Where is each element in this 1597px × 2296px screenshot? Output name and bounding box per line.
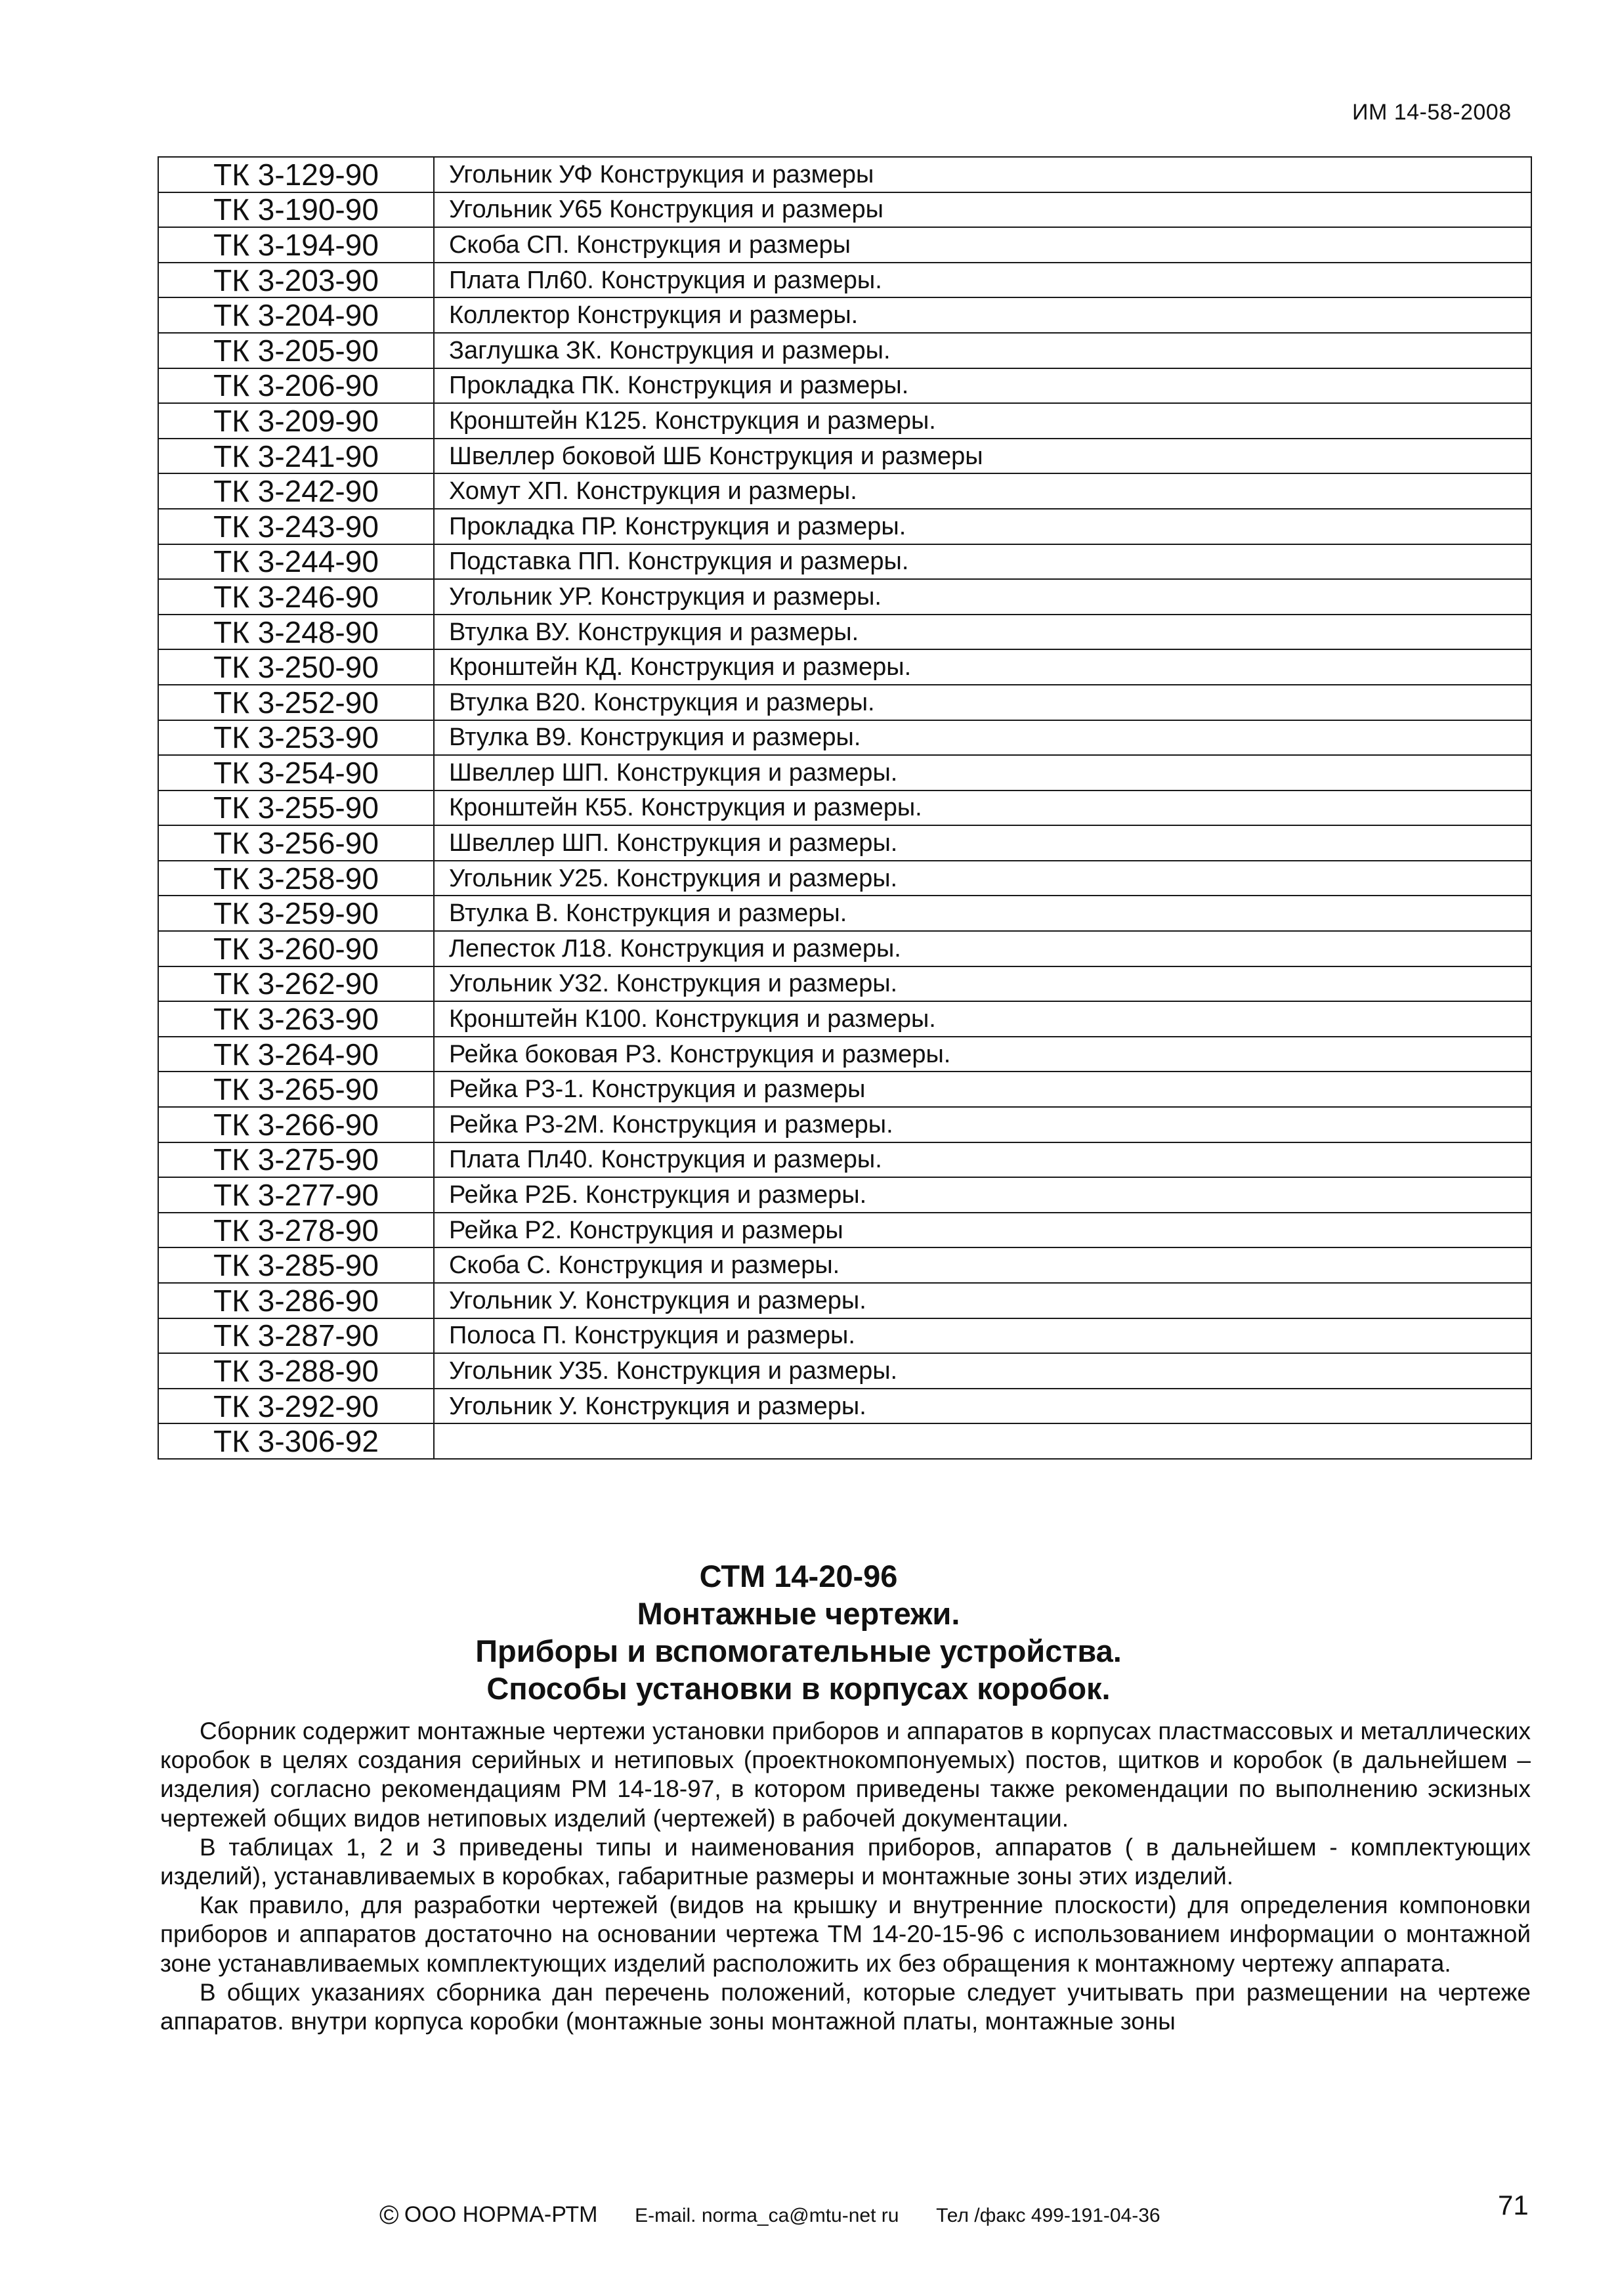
standard-code-cell: ТК 3-259-90 xyxy=(158,896,434,931)
standards-table xyxy=(158,156,1532,1460)
standard-title-cell: Рейка Р2Б. Конструкция и размеры. xyxy=(434,1177,1531,1213)
standard-title-cell: Угольник У25. Конструкция и размеры. xyxy=(434,861,1531,896)
standard-code-cell: ТК 3-129-90 xyxy=(158,157,434,192)
standard-code-cell: ТК 3-243-90 xyxy=(158,509,434,544)
standard-code-cell: ТК 3-258-90 xyxy=(158,861,434,896)
standard-title-cell: Втулка В. Конструкция и размеры. xyxy=(434,896,1531,931)
table-row xyxy=(158,1247,1531,1283)
table-row xyxy=(158,755,1531,791)
page-footer xyxy=(379,2201,1160,2230)
footer-email: E-mail. norma_ca@mtu-net ru xyxy=(635,2205,899,2226)
table-row xyxy=(158,931,1531,966)
standard-title-cell: Скоба С. Конструкция и размеры. xyxy=(434,1247,1531,1283)
table-row xyxy=(158,1177,1531,1213)
standard-title-cell: Рейка боковая Р3. Конструкция и размеры. xyxy=(434,1037,1531,1072)
table-row xyxy=(158,579,1531,615)
standard-title-cell: Прокладка ПК. Конструкция и размеры. xyxy=(434,368,1531,404)
table-row xyxy=(158,509,1531,544)
standard-title-cell: Кронштейн К125. Конструкция и размеры. xyxy=(434,403,1531,439)
standard-title-cell: Рейка Р3-2М. Конструкция и размеры. xyxy=(434,1107,1531,1142)
standard-code-cell: ТК 3-241-90 xyxy=(158,439,434,474)
standard-code-cell: ТК 3-263-90 xyxy=(158,1001,434,1037)
table-row xyxy=(158,791,1531,826)
standard-code-cell: ТК 3-262-90 xyxy=(158,966,434,1002)
standard-title-cell: Плата Пл60. Конструкция и размеры. xyxy=(434,263,1531,298)
table-row xyxy=(158,1318,1531,1354)
standard-title-cell: Угольник УФ Конструкция и размеры xyxy=(434,157,1531,192)
paragraph: В общих указаниях сборника дан перечень положений, которые следует учитывать при размещении на чертеже аппаратов. внутри корпуса коробки (монтажные зоны монтажной платы, монтажные зоны xyxy=(160,1978,1531,2035)
standard-code-cell: ТК 3-190-90 xyxy=(158,192,434,228)
heading-line-subtitle: Приборы и вспомогательные устройства. xyxy=(475,1634,1122,1668)
standard-title-cell: Кронштейн КД. Конструкция и размеры. xyxy=(434,649,1531,685)
standard-code-cell: ТК 3-256-90 xyxy=(158,825,434,861)
section-body xyxy=(160,1717,1531,2036)
standard-title-cell: Швеллер ШП. Конструкция и размеры. xyxy=(434,825,1531,861)
standard-code-cell: ТК 3-264-90 xyxy=(158,1037,434,1072)
table-row xyxy=(158,615,1531,650)
standard-title-cell: Плата Пл40. Конструкция и размеры. xyxy=(434,1142,1531,1178)
paragraph: Как правило, для разработки чертежей (видов на крышку и внутренние плоскости) для определения компоновки приборов и аппаратов достаточно на основании чертежа ТМ 14-20-15-96 с использованием информации о монтажной зоне устанавливаемых комплектующих изделий расположить их без обращения к монтажному чертежу аппарата. xyxy=(160,1892,1531,1977)
standard-title-cell: Кронштейн К55. Конструкция и размеры. xyxy=(434,791,1531,826)
standard-code-cell: ТК 3-242-90 xyxy=(158,473,434,509)
table-row xyxy=(158,157,1531,192)
footer-org: ООО НОРМА-РТМ xyxy=(404,2202,598,2227)
standard-title-cell: Угольник У32. Конструкция и размеры. xyxy=(434,966,1531,1002)
standard-code-cell: ТК 3-277-90 xyxy=(158,1177,434,1213)
standard-code-cell: ТК 3-206-90 xyxy=(158,368,434,404)
copyright-icon: © xyxy=(379,2201,399,2230)
table-row xyxy=(158,861,1531,896)
heading-line-description: Способы установки в корпусах коробок. xyxy=(486,1671,1111,1706)
table-row xyxy=(158,297,1531,333)
standard-code-cell: ТК 3-292-90 xyxy=(158,1389,434,1424)
standard-title-cell: Кронштейн К100. Конструкция и размеры. xyxy=(434,1001,1531,1037)
table-row xyxy=(158,1107,1531,1142)
standard-code-cell: ТК 3-254-90 xyxy=(158,755,434,791)
document-code: ИМ 14-58-2008 xyxy=(1352,100,1512,125)
standard-code-cell: ТК 3-248-90 xyxy=(158,615,434,650)
standard-code-cell: ТК 3-266-90 xyxy=(158,1107,434,1142)
table-row xyxy=(158,720,1531,756)
standard-title-cell: Полоса П. Конструкция и размеры. xyxy=(434,1318,1531,1354)
standard-code-cell: ТК 3-288-90 xyxy=(158,1353,434,1389)
table-row xyxy=(158,896,1531,931)
table-row xyxy=(158,1389,1531,1424)
table-row xyxy=(158,403,1531,439)
standard-title-cell: Втулка В20. Конструкция и размеры. xyxy=(434,685,1531,720)
table-row xyxy=(158,263,1531,298)
standard-title-cell: Угольник УР. Конструкция и размеры. xyxy=(434,579,1531,615)
table-row xyxy=(158,1142,1531,1178)
standard-title-cell: Прокладка ПР. Конструкция и размеры. xyxy=(434,509,1531,544)
standard-title-cell: Рейка Р2. Конструкция и размеры xyxy=(434,1213,1531,1248)
heading-line-standard: СТМ 14-20-96 xyxy=(699,1559,898,1593)
table-row xyxy=(158,649,1531,685)
standard-code-cell: ТК 3-306-92 xyxy=(158,1423,434,1459)
standard-code-cell: ТК 3-286-90 xyxy=(158,1283,434,1318)
standard-code-cell: ТК 3-194-90 xyxy=(158,227,434,263)
paragraph: В таблицах 1, 2 и 3 приведены типы и наименования приборов, аппаратов ( в дальнейшем - комплектующих изделий), устанавливаемых в коробках, габаритные размеры и монтажные зоны этих изделий. xyxy=(160,1833,1531,1890)
standard-title-cell: Рейка Р3-1. Конструкция и размеры xyxy=(434,1072,1531,1107)
standard-title-cell: Подставка ПП. Конструкция и размеры. xyxy=(434,544,1531,580)
section-heading xyxy=(0,1557,1597,1707)
standard-title-cell: Лепесток Л18. Конструкция и размеры. xyxy=(434,931,1531,966)
standards-table-body xyxy=(158,157,1531,1459)
table-row xyxy=(158,1037,1531,1072)
table-row xyxy=(158,825,1531,861)
footer-phone: Тел /факс 499-191-04-36 xyxy=(936,2205,1160,2226)
standard-title-cell: Швеллер боковой ШБ Конструкция и размеры xyxy=(434,439,1531,474)
standard-code-cell: ТК 3-205-90 xyxy=(158,333,434,368)
standard-code-cell: ТК 3-209-90 xyxy=(158,403,434,439)
standard-title-cell: Угольник У65 Конструкция и размеры xyxy=(434,192,1531,228)
heading-line-title: Монтажные чертежи. xyxy=(637,1596,960,1631)
standard-title-cell: Угольник У. Конструкция и размеры. xyxy=(434,1283,1531,1318)
standard-title-cell: Заглушка ЗК. Конструкция и размеры. xyxy=(434,333,1531,368)
standard-title-cell: Хомут ХП. Конструкция и размеры. xyxy=(434,473,1531,509)
standard-code-cell: ТК 3-253-90 xyxy=(158,720,434,756)
standard-title-cell: Коллектор Конструкция и размеры. xyxy=(434,297,1531,333)
table-row xyxy=(158,1001,1531,1037)
standard-title-cell: Угольник У35. Конструкция и размеры. xyxy=(434,1353,1531,1389)
standard-title-cell xyxy=(434,1423,1531,1459)
standard-code-cell: ТК 3-287-90 xyxy=(158,1318,434,1354)
table-row xyxy=(158,192,1531,228)
standard-code-cell: ТК 3-252-90 xyxy=(158,685,434,720)
table-row xyxy=(158,473,1531,509)
standard-code-cell: ТК 3-203-90 xyxy=(158,263,434,298)
table-row xyxy=(158,1423,1531,1459)
standard-title-cell: Угольник У. Конструкция и размеры. xyxy=(434,1389,1531,1424)
table-row xyxy=(158,439,1531,474)
standard-title-cell: Втулка В9. Конструкция и размеры. xyxy=(434,720,1531,756)
standard-code-cell: ТК 3-244-90 xyxy=(158,544,434,580)
standard-code-cell: ТК 3-275-90 xyxy=(158,1142,434,1178)
table-row xyxy=(158,1213,1531,1248)
standard-title-cell: Швеллер ШП. Конструкция и размеры. xyxy=(434,755,1531,791)
standard-code-cell: ТК 3-255-90 xyxy=(158,791,434,826)
table-row xyxy=(158,368,1531,404)
standard-code-cell: ТК 3-246-90 xyxy=(158,579,434,615)
table-row xyxy=(158,544,1531,580)
standard-code-cell: ТК 3-278-90 xyxy=(158,1213,434,1248)
table-row xyxy=(158,333,1531,368)
table-row xyxy=(158,685,1531,720)
table-row xyxy=(158,1283,1531,1318)
standard-code-cell: ТК 3-285-90 xyxy=(158,1247,434,1283)
standard-code-cell: ТК 3-250-90 xyxy=(158,649,434,685)
table-row xyxy=(158,1072,1531,1107)
standard-code-cell: ТК 3-265-90 xyxy=(158,1072,434,1107)
standard-title-cell: Втулка ВУ. Конструкция и размеры. xyxy=(434,615,1531,650)
table-row xyxy=(158,227,1531,263)
page-number: 71 xyxy=(1498,2190,1529,2220)
standard-code-cell: ТК 3-204-90 xyxy=(158,297,434,333)
standard-title-cell: Скоба СП. Конструкция и размеры xyxy=(434,227,1531,263)
table-row xyxy=(158,1353,1531,1389)
paragraph: Сборник содержит монтажные чертежи установки приборов и аппаратов в корпусах пластмассовых и металлических коробок в целях создания серийных и нетиповых (проектнокомпонуемых) постов, щитков и коробок (в дальнейшем – изделия) согласно рекомендациям РМ 14-18-97, в котором приведены также рекомендации по выполнению эскизных чертежей общих видов нетиповых изделий (чертежей) в рабочей документации. xyxy=(160,1718,1531,1832)
standard-code-cell: ТК 3-260-90 xyxy=(158,931,434,966)
table-row xyxy=(158,966,1531,1002)
